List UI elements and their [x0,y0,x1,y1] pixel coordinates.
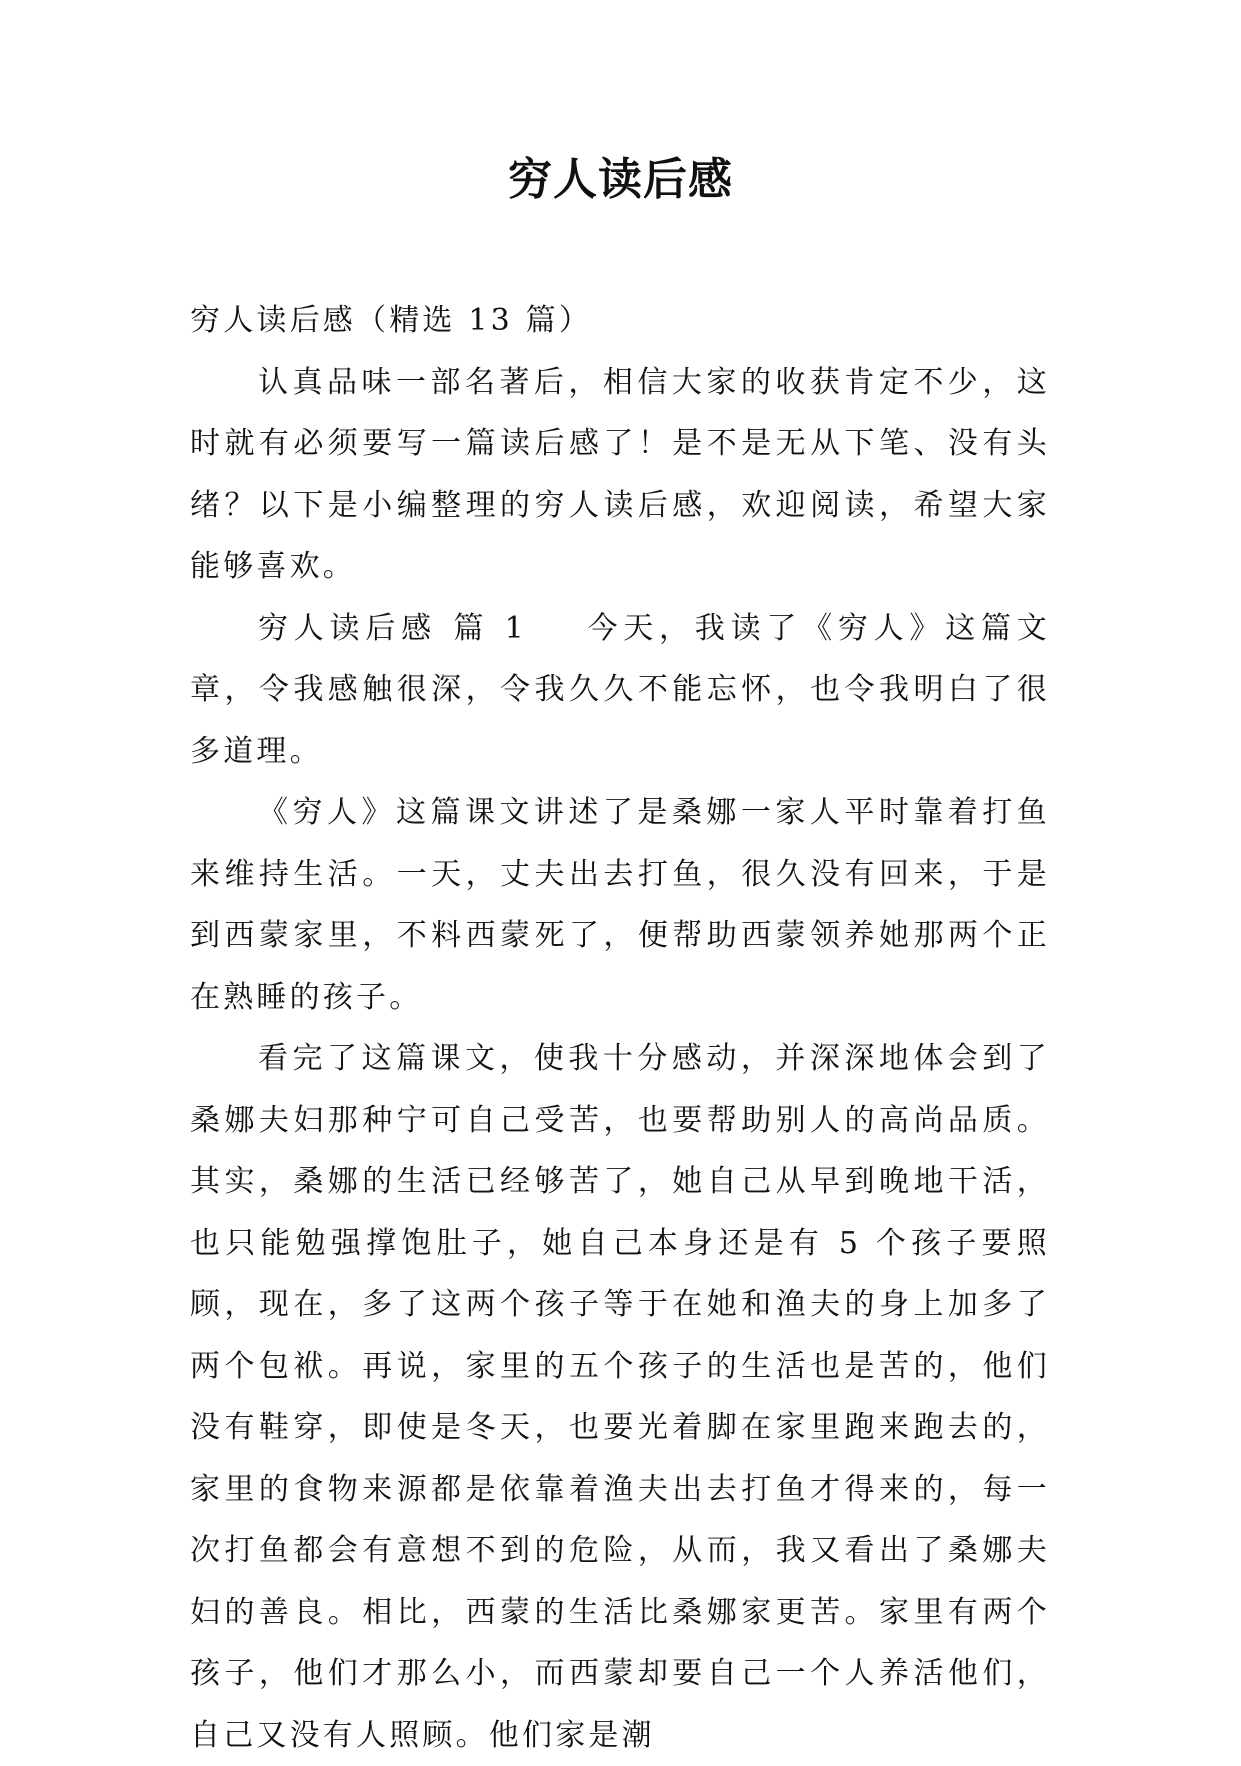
body-paragraph-3: 看完了这篇课文，使我十分感动，并深深地体会到了桑娜夫妇那种宁可自己受苦，也要帮助别人的高尚品质。其实，桑娜的生活已经够苦了，她自己从早到晚地干活，也只能勉强撑饱肚子，她自己本身还是有 5 个孩子要照顾，现在，多了这两个孩子等于在她和渔夫的身上加多了两个包袱。再说，家里的五个孩子的生活也是苦的，他们没有鞋穿，即使是冬天，也要光着脚在家里跑来跑去的，家里的食物来源都是依靠着渔夫出去打鱼才得来的，每一次打鱼都会有意想不到的危险，从而，我又看出了桑娜夫妇的善良。相比，西蒙的生活比桑娜家更苦。家里有两个孩子，他们才那么小，而西蒙却要自己一个人养活他们，自己又没有人照顾。他们家是潮 [190,1041,1050,1753]
document-subtitle: 穷人读后感（精选 13 篇） [190,303,593,338]
document-title: 穷人读后感 [508,154,733,205]
section-1-paragraph [190,598,1050,783]
section-first-sentence: 今天，我读了《穷人》这篇文章，令我感触很深，令我久久不能忘怀，也令我明白了很多道理。 [190,610,1050,769]
intro-paragraph: 认真品味一部名著后，相信大家的收获肯定不少，这时就有必须要写一篇读后感了！是不是无从下笔、没有头绪？以下是小编整理的穷人读后感，欢迎阅读，希望大家能够喜欢。 [190,364,1050,584]
section-number: 篇 1 [450,610,527,646]
body-paragraph-2: 《穷人》这篇课文讲述了是桑娜一家人平时靠着打鱼来维持生活。一天，丈夫出去打鱼，很久没有回来，于是到西蒙家里，不料西蒙死了，便帮助西蒙领养她那两个正在熟睡的孩子。 [190,795,1050,1015]
section-heading: 穷人读后感 [258,610,437,646]
document-body [190,290,1050,1766]
